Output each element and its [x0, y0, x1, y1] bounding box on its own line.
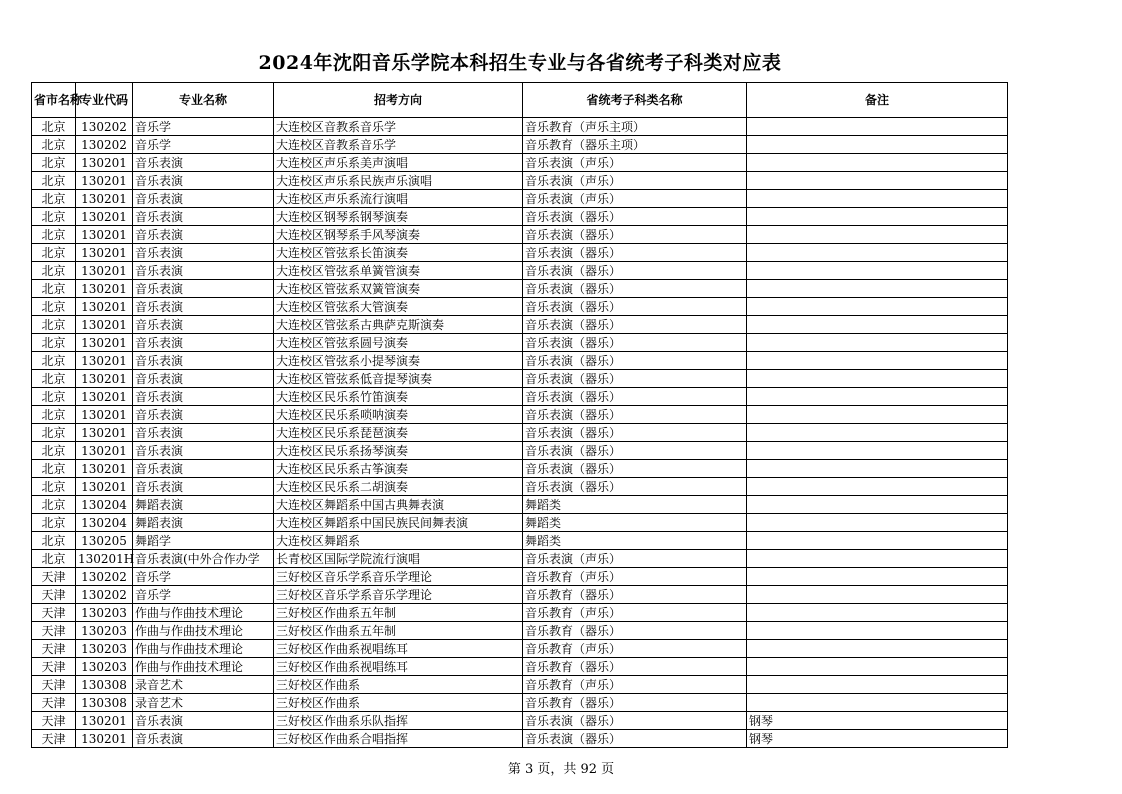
- cell-category: 音乐表演（器乐）: [523, 208, 747, 226]
- cell-category: 舞蹈类: [523, 514, 747, 532]
- cell-province: 北京: [32, 316, 76, 334]
- cell-direction: 大连校区舞蹈系中国民族民间舞表演: [274, 514, 523, 532]
- table-row: [32, 352, 1008, 370]
- cell-note: [747, 388, 1008, 406]
- cell-province: 天津: [32, 622, 76, 640]
- cell-province: 北京: [32, 478, 76, 496]
- cell-province: 北京: [32, 460, 76, 478]
- cell-major: 音乐学: [133, 586, 274, 604]
- table-row: [32, 676, 1008, 694]
- cell-category: 音乐表演（器乐）: [523, 262, 747, 280]
- cell-direction: 三好校区音乐学系音乐学理论: [274, 586, 523, 604]
- cell-direction: 大连校区民乐系竹笛演奏: [274, 388, 523, 406]
- table-row: [32, 226, 1008, 244]
- table-row: [32, 136, 1008, 154]
- cell-direction: 大连校区音教系音乐学: [274, 118, 523, 136]
- cell-direction: 大连校区声乐系民族声乐演唱: [274, 172, 523, 190]
- cell-province: 北京: [32, 172, 76, 190]
- cell-note: [747, 424, 1008, 442]
- cell-major: 音乐表演: [133, 262, 274, 280]
- table-row: [32, 496, 1008, 514]
- cell-category: 音乐表演（器乐）: [523, 712, 747, 730]
- cell-note: [747, 532, 1008, 550]
- cell-major: 录音艺术: [133, 694, 274, 712]
- table-row: [32, 478, 1008, 496]
- cell-province: 北京: [32, 496, 76, 514]
- cell-category: 音乐教育（声乐）: [523, 676, 747, 694]
- cell-province: 北京: [32, 514, 76, 532]
- cell-major: 舞蹈表演: [133, 496, 274, 514]
- cell-direction: 大连校区管弦系古典萨克斯演奏: [274, 316, 523, 334]
- cell-major: 作曲与作曲技术理论: [133, 640, 274, 658]
- table-row: [32, 118, 1008, 136]
- cell-major: 音乐表演: [133, 280, 274, 298]
- cell-province: 天津: [32, 640, 76, 658]
- cell-major: 音乐表演: [133, 244, 274, 262]
- cell-note: [747, 118, 1008, 136]
- cell-province: 北京: [32, 424, 76, 442]
- cell-direction: 大连校区声乐系流行演唱: [274, 190, 523, 208]
- page-footer: 第 3 页，共 92 页: [507, 762, 615, 777]
- cell-code: 130201: [76, 730, 133, 748]
- cell-major: 舞蹈表演: [133, 514, 274, 532]
- cell-note: [747, 460, 1008, 478]
- cell-major: 音乐表演: [133, 334, 274, 352]
- header-note: 备注: [747, 83, 1008, 118]
- cell-major: 音乐学: [133, 136, 274, 154]
- cell-province: 北京: [32, 532, 76, 550]
- cell-major: 音乐表演: [133, 298, 274, 316]
- cell-category: 音乐表演（器乐）: [523, 370, 747, 388]
- cell-category: 音乐教育（声乐主项）: [523, 118, 747, 136]
- cell-note: [747, 694, 1008, 712]
- cell-direction: 大连校区管弦系大管演奏: [274, 298, 523, 316]
- cell-direction: 三好校区作曲系五年制: [274, 604, 523, 622]
- cell-direction: 三好校区作曲系乐队指挥: [274, 712, 523, 730]
- table-row: [32, 388, 1008, 406]
- cell-category: 音乐表演（器乐）: [523, 334, 747, 352]
- table-row: [32, 586, 1008, 604]
- cell-category: 音乐表演（器乐）: [523, 226, 747, 244]
- cell-province: 北京: [32, 262, 76, 280]
- cell-province: 北京: [32, 442, 76, 460]
- cell-note: [747, 586, 1008, 604]
- cell-note: [747, 352, 1008, 370]
- table-header-row: [32, 83, 1008, 118]
- cell-category: 音乐表演（器乐）: [523, 730, 747, 748]
- cell-major: 录音艺术: [133, 676, 274, 694]
- table-row: [32, 568, 1008, 586]
- cell-category: 音乐表演（器乐）: [523, 478, 747, 496]
- header-major: 专业名称: [133, 83, 274, 118]
- cell-note: [747, 190, 1008, 208]
- cell-note: [747, 406, 1008, 424]
- cell-direction: 三好校区作曲系五年制: [274, 622, 523, 640]
- cell-major: 音乐表演: [133, 370, 274, 388]
- cell-province: 北京: [32, 244, 76, 262]
- cell-code: 130201: [76, 280, 133, 298]
- cell-direction: 三好校区作曲系: [274, 694, 523, 712]
- cell-code: 130201: [76, 352, 133, 370]
- cell-category: 音乐表演（器乐）: [523, 298, 747, 316]
- cell-direction: 大连校区钢琴系钢琴演奏: [274, 208, 523, 226]
- cell-category: 音乐教育（器乐）: [523, 658, 747, 676]
- cell-direction: 大连校区管弦系长笛演奏: [274, 244, 523, 262]
- cell-major: 音乐表演: [133, 208, 274, 226]
- cell-major: 音乐表演: [133, 388, 274, 406]
- cell-note: [747, 154, 1008, 172]
- cell-note: [747, 442, 1008, 460]
- cell-province: 北京: [32, 298, 76, 316]
- cell-province: 天津: [32, 586, 76, 604]
- cell-code: 130201: [76, 388, 133, 406]
- table-row: [32, 334, 1008, 352]
- cell-province: 北京: [32, 190, 76, 208]
- cell-note: [747, 550, 1008, 568]
- cell-category: 音乐表演（声乐）: [523, 190, 747, 208]
- table-row: [32, 406, 1008, 424]
- cell-code: 130203: [76, 640, 133, 658]
- cell-direction: 大连校区舞蹈系中国古典舞表演: [274, 496, 523, 514]
- table-row: [32, 262, 1008, 280]
- cell-code: 130204: [76, 496, 133, 514]
- cell-major: 音乐表演: [133, 424, 274, 442]
- cell-category: 音乐表演（器乐）: [523, 244, 747, 262]
- page-title: 2024年沈阳音乐学院本科招生专业与各省统考子科类对应表: [258, 52, 782, 74]
- table-row: [32, 604, 1008, 622]
- cell-province: 北京: [32, 226, 76, 244]
- cell-note: [747, 316, 1008, 334]
- cell-code: 130201: [76, 190, 133, 208]
- cell-note: [747, 208, 1008, 226]
- cell-direction: 大连校区管弦系圆号演奏: [274, 334, 523, 352]
- cell-note: [747, 262, 1008, 280]
- cell-code: 130201: [76, 226, 133, 244]
- header-province: 省市名称: [32, 83, 76, 118]
- table-row: [32, 658, 1008, 676]
- cell-major: 音乐学: [133, 568, 274, 586]
- cell-note: [747, 172, 1008, 190]
- cell-note: 钢琴: [747, 730, 1008, 748]
- cell-direction: 三好校区音乐学系音乐学理论: [274, 568, 523, 586]
- cell-note: [747, 478, 1008, 496]
- cell-major: 作曲与作曲技术理论: [133, 604, 274, 622]
- table-row: [32, 172, 1008, 190]
- cell-direction: 大连校区民乐系琵琶演奏: [274, 424, 523, 442]
- cell-category: 音乐表演（器乐）: [523, 352, 747, 370]
- cell-code: 130201: [76, 370, 133, 388]
- cell-major: 音乐表演: [133, 406, 274, 424]
- cell-province: 北京: [32, 154, 76, 172]
- cell-note: [747, 280, 1008, 298]
- cell-code: 130201: [76, 478, 133, 496]
- cell-code: 130202: [76, 118, 133, 136]
- cell-province: 北京: [32, 280, 76, 298]
- cell-category: 音乐表演（器乐）: [523, 442, 747, 460]
- major-mapping-table: [31, 82, 1008, 748]
- cell-code: 130202: [76, 586, 133, 604]
- cell-province: 北京: [32, 136, 76, 154]
- cell-note: [747, 640, 1008, 658]
- table-row: [32, 190, 1008, 208]
- cell-category: 音乐表演（声乐）: [523, 172, 747, 190]
- cell-direction: 大连校区钢琴系手风琴演奏: [274, 226, 523, 244]
- cell-category: 音乐表演（器乐）: [523, 406, 747, 424]
- cell-province: 北京: [32, 406, 76, 424]
- cell-note: [747, 604, 1008, 622]
- table-row: [32, 460, 1008, 478]
- cell-category: 音乐教育（器乐）: [523, 622, 747, 640]
- table-row: [32, 622, 1008, 640]
- cell-direction: 大连校区舞蹈系: [274, 532, 523, 550]
- cell-code: 130201: [76, 442, 133, 460]
- cell-category: 音乐表演（器乐）: [523, 280, 747, 298]
- cell-major: 舞蹈学: [133, 532, 274, 550]
- cell-direction: 大连校区声乐系美声演唱: [274, 154, 523, 172]
- cell-code: 130308: [76, 676, 133, 694]
- cell-category: 舞蹈类: [523, 532, 747, 550]
- cell-code: 130201: [76, 208, 133, 226]
- cell-direction: 三好校区作曲系合唱指挥: [274, 730, 523, 748]
- table-row: [32, 154, 1008, 172]
- cell-province: 北京: [32, 388, 76, 406]
- table-row: [32, 208, 1008, 226]
- table-body: [32, 118, 1008, 748]
- cell-major: 音乐表演: [133, 460, 274, 478]
- cell-category: 音乐表演（声乐）: [523, 550, 747, 568]
- cell-province: 北京: [32, 334, 76, 352]
- cell-major: 音乐表演: [133, 226, 274, 244]
- cell-note: [747, 568, 1008, 586]
- cell-note: 钢琴: [747, 712, 1008, 730]
- cell-province: 天津: [32, 604, 76, 622]
- cell-category: 音乐教育（器乐主项）: [523, 136, 747, 154]
- header-category: 省统考子科类名称: [523, 83, 747, 118]
- cell-major: 作曲与作曲技术理论: [133, 622, 274, 640]
- cell-direction: 三好校区作曲系视唱练耳: [274, 658, 523, 676]
- table-row: [32, 694, 1008, 712]
- cell-code: 130201: [76, 298, 133, 316]
- cell-province: 北京: [32, 370, 76, 388]
- cell-category: 音乐表演（声乐）: [523, 154, 747, 172]
- cell-code: 130308: [76, 694, 133, 712]
- cell-province: 天津: [32, 712, 76, 730]
- cell-province: 北京: [32, 352, 76, 370]
- cell-direction: 大连校区民乐系二胡演奏: [274, 478, 523, 496]
- cell-major: 音乐表演: [133, 442, 274, 460]
- cell-category: 音乐教育（器乐）: [523, 694, 747, 712]
- table-row: [32, 316, 1008, 334]
- cell-major: 音乐表演: [133, 316, 274, 334]
- cell-note: [747, 298, 1008, 316]
- table-row: [32, 640, 1008, 658]
- cell-major: 音乐学: [133, 118, 274, 136]
- cell-code: 130205: [76, 532, 133, 550]
- cell-major: 音乐表演: [133, 478, 274, 496]
- cell-direction: 大连校区管弦系双簧管演奏: [274, 280, 523, 298]
- cell-category: 音乐表演（器乐）: [523, 424, 747, 442]
- cell-major: 音乐表演: [133, 190, 274, 208]
- table-row: [32, 550, 1008, 568]
- cell-major: 音乐表演(中外合作办学: [133, 550, 274, 568]
- cell-code: 130203: [76, 622, 133, 640]
- cell-code: 130201: [76, 262, 133, 280]
- cell-note: [747, 676, 1008, 694]
- cell-province: 北京: [32, 208, 76, 226]
- cell-category: 音乐教育（声乐）: [523, 568, 747, 586]
- cell-code: 130201H: [76, 550, 133, 568]
- cell-code: 130201: [76, 316, 133, 334]
- cell-direction: 大连校区民乐系唢呐演奏: [274, 406, 523, 424]
- cell-province: 天津: [32, 694, 76, 712]
- cell-category: 舞蹈类: [523, 496, 747, 514]
- cell-province: 天津: [32, 658, 76, 676]
- cell-direction: 三好校区作曲系: [274, 676, 523, 694]
- cell-code: 130201: [76, 406, 133, 424]
- cell-code: 130201: [76, 154, 133, 172]
- cell-note: [747, 334, 1008, 352]
- table-row: [32, 514, 1008, 532]
- cell-major: 音乐表演: [133, 154, 274, 172]
- cell-province: 天津: [32, 568, 76, 586]
- cell-direction: 长青校区国际学院流行演唱: [274, 550, 523, 568]
- cell-direction: 大连校区管弦系单簧管演奏: [274, 262, 523, 280]
- cell-code: 130204: [76, 514, 133, 532]
- cell-major: 音乐表演: [133, 352, 274, 370]
- table-row: [32, 442, 1008, 460]
- cell-major: 作曲与作曲技术理论: [133, 658, 274, 676]
- table-row: [32, 532, 1008, 550]
- header-code: 专业代码: [76, 83, 133, 118]
- cell-province: 天津: [32, 730, 76, 748]
- cell-category: 音乐教育（声乐）: [523, 604, 747, 622]
- cell-note: [747, 514, 1008, 532]
- cell-note: [747, 226, 1008, 244]
- header-direction: 招考方向: [274, 83, 523, 118]
- cell-code: 130201: [76, 244, 133, 262]
- cell-province: 天津: [32, 676, 76, 694]
- cell-code: 130201: [76, 334, 133, 352]
- cell-note: [747, 622, 1008, 640]
- cell-major: 音乐表演: [133, 712, 274, 730]
- table-row: [32, 280, 1008, 298]
- cell-direction: 大连校区民乐系古筝演奏: [274, 460, 523, 478]
- cell-code: 130203: [76, 658, 133, 676]
- cell-major: 音乐表演: [133, 172, 274, 190]
- cell-direction: 大连校区音教系音乐学: [274, 136, 523, 154]
- table-row: [32, 370, 1008, 388]
- cell-code: 130203: [76, 604, 133, 622]
- cell-category: 音乐表演（器乐）: [523, 388, 747, 406]
- cell-note: [747, 136, 1008, 154]
- cell-code: 130201: [76, 424, 133, 442]
- cell-province: 北京: [32, 550, 76, 568]
- cell-direction: 大连校区民乐系扬琴演奏: [274, 442, 523, 460]
- table-row: [32, 244, 1008, 262]
- cell-code: 130202: [76, 568, 133, 586]
- cell-direction: 大连校区管弦系低音提琴演奏: [274, 370, 523, 388]
- cell-category: 音乐表演（器乐）: [523, 316, 747, 334]
- cell-direction: 三好校区作曲系视唱练耳: [274, 640, 523, 658]
- cell-category: 音乐教育（器乐）: [523, 586, 747, 604]
- table-row: [32, 298, 1008, 316]
- cell-direction: 大连校区管弦系小提琴演奏: [274, 352, 523, 370]
- table-row: [32, 712, 1008, 730]
- cell-code: 130202: [76, 136, 133, 154]
- cell-major: 音乐表演: [133, 730, 274, 748]
- table-row: [32, 424, 1008, 442]
- cell-province: 北京: [32, 118, 76, 136]
- cell-note: [747, 496, 1008, 514]
- cell-code: 130201: [76, 460, 133, 478]
- table-row: [32, 730, 1008, 748]
- cell-note: [747, 244, 1008, 262]
- cell-note: [747, 370, 1008, 388]
- cell-category: 音乐表演（器乐）: [523, 460, 747, 478]
- cell-code: 130201: [76, 712, 133, 730]
- cell-code: 130201: [76, 172, 133, 190]
- cell-category: 音乐教育（声乐）: [523, 640, 747, 658]
- cell-note: [747, 658, 1008, 676]
